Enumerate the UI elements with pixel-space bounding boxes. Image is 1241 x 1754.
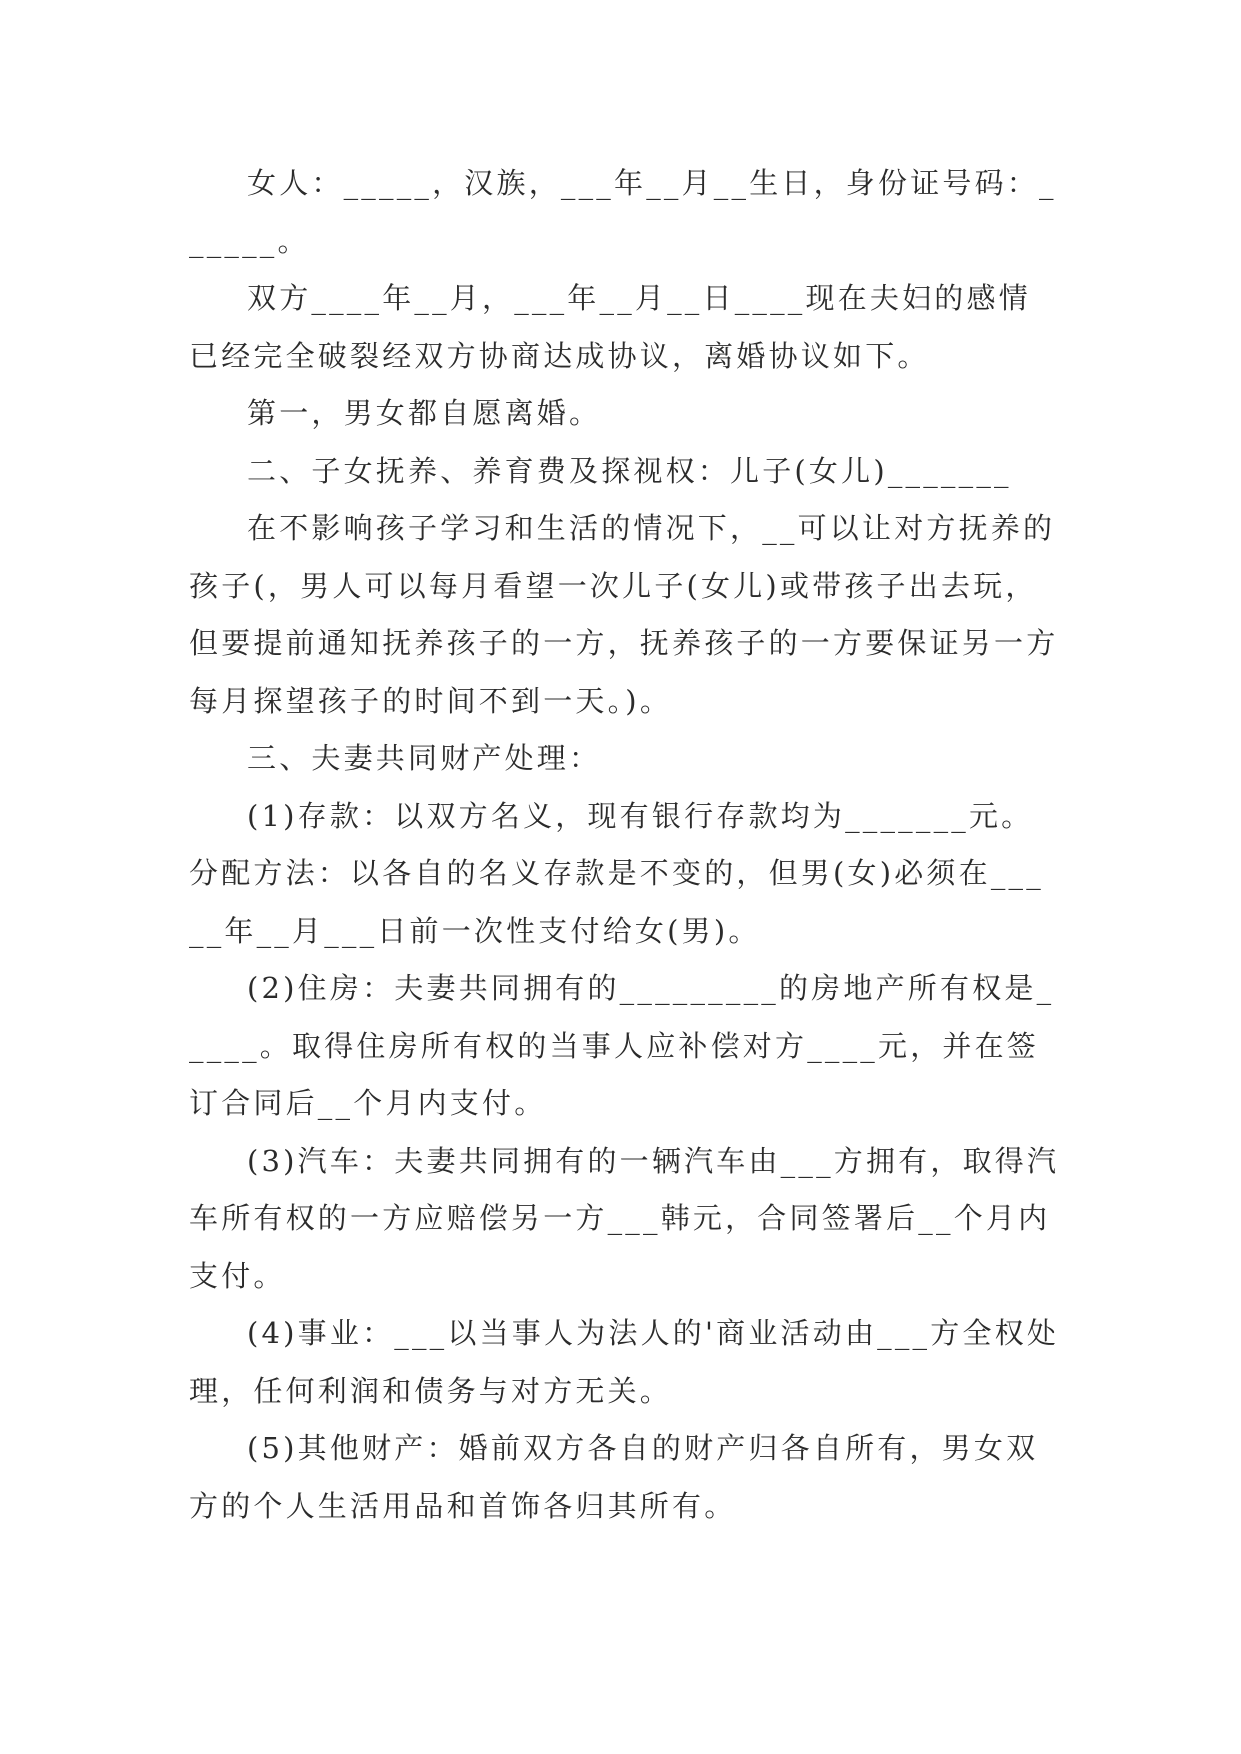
paragraph-property-business: (4)事业：___以当事人为法人的'商业活动由___方全权处理，任何利润和债务与对方无关。 [189, 1316, 1060, 1408]
paragraph-female-party-info: 女人：_____，汉族，___年__月__生日，身份证号码：______。 [189, 166, 1057, 258]
paragraph-property-car: (3)汽车：夫妻共同拥有的一辆汽车由___方拥有，取得汽车所有权的一方应赔偿另一方___韩元，合同签署后__个月内支付。 [189, 1143, 1060, 1293]
paragraph-property-other: (5)其他财产：婚前双方各自的财产归各自所有，男女双方的个人生活用品和首饰各归其所有。 [189, 1431, 1039, 1523]
paragraph-property-housing: (2)住房：夫妻共同拥有的_________的房地产所有权是_____。取得住房所有权的当事人应补偿对方____元，并在签订合同后__个月内支付。 [189, 971, 1055, 1120]
paragraph-property-deposits: (1)存款：以双方名义，现有银行存款均为_______元。分配方法：以各自的名义存款是不变的，但男(女)必须在_____年__月___日前一次性支付给女(男)。 [189, 798, 1044, 948]
paragraph-visitation-rights: 在不影响孩子学习和生活的情况下，__可以让对方抚养的孩子(，男人可以每月看望一次儿子(女儿)或带孩子出去玩，但要提前通知抚养孩子的一方，抚养孩子的一方要保证另一方每月探望孩子的时间不到一天。)。 [189, 511, 1059, 718]
document-body [189, 155, 1061, 1535]
paragraph-clause-3-joint-property: 三、夫妻共同财产处理： [247, 741, 602, 775]
paragraph-marriage-status: 双方____年__月，___年__月__日____现在夫妇的感情已经完全破裂经双方协商达成协议，离婚协议如下。 [189, 281, 1031, 373]
paragraph-clause-1-voluntary-divorce: 第一，男女都自愿离婚。 [247, 396, 602, 430]
paragraph-clause-2-child-custody: 二、子女抚养、养育费及探视权：儿子(女儿)_______ [247, 453, 1012, 488]
